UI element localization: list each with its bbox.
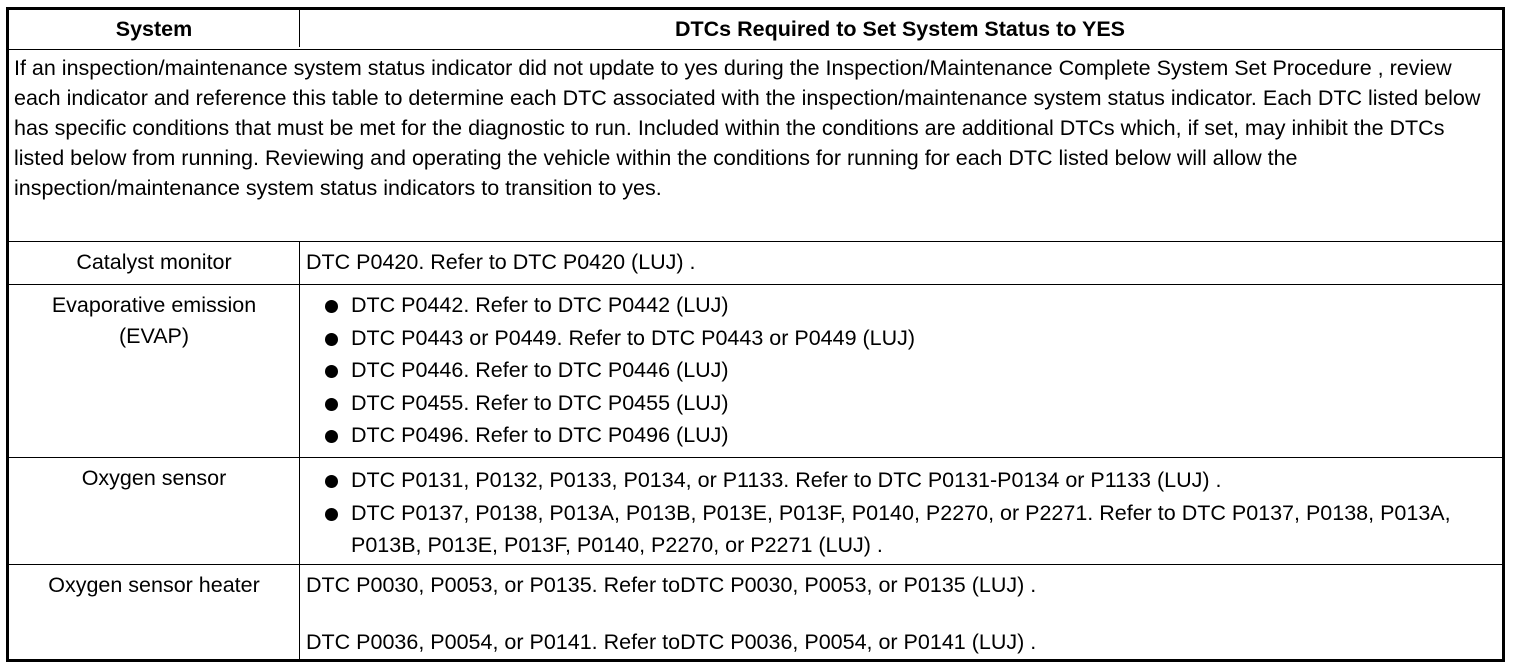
bullet-icon (325, 475, 338, 488)
table-header-row (9, 10, 1502, 50)
bullet-icon (325, 508, 338, 521)
header-system: System (9, 10, 300, 47)
header-dtcs: DTCs Required to Set System Status to YES (674, 17, 1125, 41)
dtc-cell (300, 565, 1502, 659)
bullet-icon (325, 365, 338, 378)
list-item: DTC P0442. Refer to DTC P0442 (LUJ) (306, 289, 1494, 322)
dtc-line: DTC P0030, P0053, or P0135. Refer toDTC P0030, P0053, or P0135 (LUJ) . (306, 573, 1037, 597)
system-cell: Evaporative emission (EVAP) (9, 285, 300, 457)
table-row (9, 458, 1502, 565)
system-cell: Oxygen sensor heater (9, 565, 300, 659)
list-item: DTC P0455. Refer to DTC P0455 (LUJ) (306, 387, 1494, 420)
bullet-icon (325, 398, 338, 411)
list-item: DTC P0446. Refer to DTC P0446 (LUJ) (306, 354, 1494, 387)
list-item: DTC P0137, P0138, P013A, P013B, P013E, P013F, P0140, P2270, or P2271. Refer to DTC P0137, P0138, P013A, P013B, P013E, P013F, P0140, P2270, or P2271 (LUJ) . (306, 497, 1494, 561)
bullet-icon (325, 300, 338, 313)
table-row (9, 242, 1502, 285)
dtc-table (6, 7, 1505, 662)
dtc-line: DTC P0036, P0054, or P0141. Refer toDTC P0036, P0054, or P0141 (LUJ) . (306, 630, 1037, 654)
list-item: DTC P0131, P0132, P0133, P0134, or P1133. Refer to DTC P0131-P0134 or P1133 (LUJ) . (306, 464, 1494, 497)
table-row (9, 565, 1502, 659)
dtc-cell (300, 285, 1502, 457)
dtc-cell: DTC P0420. Refer to DTC P0420 (LUJ) . (306, 250, 696, 274)
bullet-icon (325, 430, 338, 443)
system-cell: Catalyst monitor (9, 242, 300, 284)
list-item: DTC P0443 or P0449. Refer to DTC P0443 or P0449 (LUJ) (306, 322, 1494, 355)
table-row (9, 285, 1502, 458)
system-cell: Oxygen sensor (9, 458, 300, 564)
intro-note: If an inspection/maintenance system status indicator did not update to yes during the Inspection/Maintenance Complete System Set Procedure , review each indicator and reference this table to determine each DTC associated with the inspection/maintenance system status indicator. Each DTC listed below has specific conditions that must be met for the diagnostic to run. Included within the conditions are additional DTCs which, if set, may inhibit the DTCs listed below from running. Reviewing and operating the vehicle within the conditions for running for each DTC listed below will allow the inspection/maintenance system status indicators to transition to yes. (9, 50, 1502, 242)
bullet-icon (325, 333, 338, 346)
dtc-cell (300, 458, 1502, 564)
list-item: DTC P0496. Refer to DTC P0496 (LUJ) (306, 419, 1494, 452)
